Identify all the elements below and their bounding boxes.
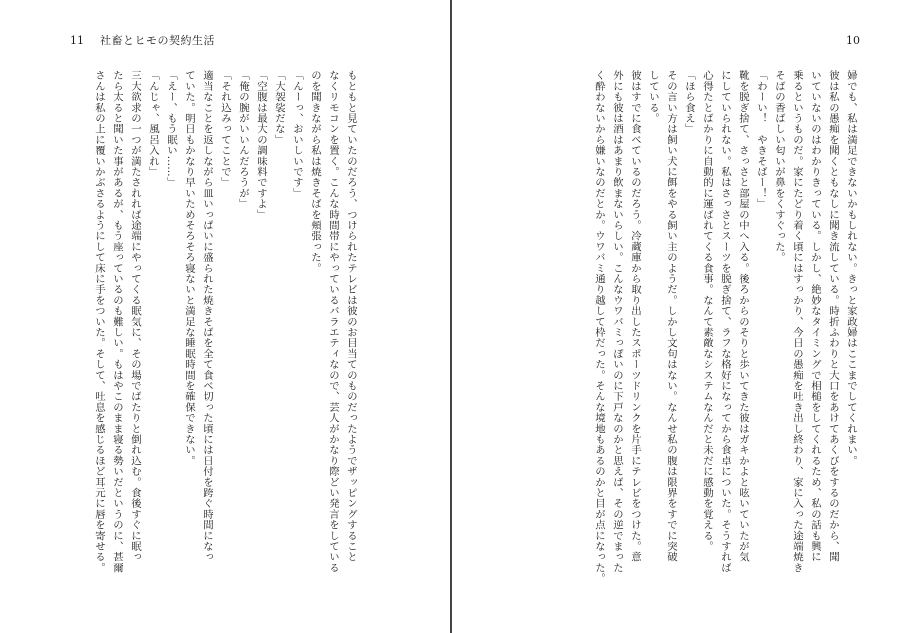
text-line: 「空腹は最大の調味料ですよ」	[255, 70, 267, 220]
text-line: のを聞きながら私は焼きそばを頬張った。	[309, 70, 321, 274]
text-line: している。	[647, 70, 659, 124]
text-line: 「それ込みってことで」	[219, 70, 231, 188]
text-line: 「ほら食え」	[683, 70, 695, 135]
text-line: もともと見ていたのだろう、つけられたテレビは彼のお目当てのものだったようでザッピングすること	[345, 70, 357, 563]
running-title: 社畜とヒモの契約生活	[100, 34, 215, 47]
page-number-right: 10	[846, 34, 860, 47]
text-line: く酔わないから嫌いなのだとか。ウワバミ通り越して枠だった。そんな境地もあるのかと目が点になった。	[593, 70, 605, 584]
text-line: 三大欲求の一つが満たされれば途端にやってくる眠気に、その場でばたりと倒れ込む。食後すぐに眠っ	[129, 70, 141, 563]
text-line: たら太ると聞いた事があるが、もう座っているのも難しい。もはやこのまま寝る勢いだというのに、甚爾	[111, 70, 123, 573]
text-line: さんは私の上に覆いかぶさるようにして床に手をついた。そして、吐息を感じるほど耳元に唇を寄せる。	[93, 70, 105, 573]
text-line: そばの香ばしい匂いが鼻をくすぐった。	[773, 70, 785, 263]
text-line: なくリモコンを置く。こんな時間帯にやっているバラエティなので、芸人がかなり際どい発言をしている	[327, 70, 339, 573]
text-line: 「んーっ、おいしいです」	[291, 70, 303, 199]
text-line: 靴を脱ぎ捨て、さっさと部屋の中へ入る。後ろからのそりと歩いてきた彼はガキかよと呟いていたが気	[737, 70, 749, 563]
text-line: 婦でも、私は満足できないかもしれない。きっと家政婦はここまでしてくれまい。	[845, 70, 857, 466]
right-page	[452, 0, 900, 633]
text-line: いていないのはわかりきっている。しかし、絶妙なタイミングで相槌をしてくれるため、私の話も興に	[809, 70, 821, 563]
text-line: その言い方は飼い犬に餌をやる飼い主のようだ。しかし文句はない。なんせ私の腹は限界をすでに突破	[665, 70, 677, 563]
text-line: 乗るというものだ。家にたどり着く頃にはすっかり、今日の愚痴を吐き出し終わり、家に入った途端焼き	[791, 70, 803, 573]
text-line: 「わーい！ やきそばー！」	[755, 70, 767, 210]
text-line: 「大袈裟だな」	[273, 70, 285, 145]
text-line: 外にも彼は酒はあまり飲まないらしい。こんなウワバミっぽいのに下戸なのかと思えば、その逆でまった	[611, 70, 623, 573]
text-line: にしていられない。私はさっさとスーツを脱ぎ捨て、ラフな格好になってから食卓についた。そうすれば	[719, 70, 731, 573]
text-line: 心得たとばかりに自動的に運ばれてくる食事。なんて素敵なシステムなんだと未だに感動を覚える。	[701, 70, 713, 552]
text-line: 適当なことを返しながら皿いっぱいに盛られた焼きそばを全て食べ切った頃には日付を跨ぐ時間になっ	[201, 70, 213, 563]
right-page-text	[544, 70, 860, 590]
text-line: 彼はすでに食べているのだろう。冷蔵庫から取り出したスポーツドリンクを片手にテレビをつけた。意	[629, 70, 641, 563]
text-line: 彼は私の愚痴を聞くともなしに聞き流している。時折ふわりと大口をあけてあくびをするのだから、聞	[827, 70, 839, 563]
page-number-left: 11	[70, 34, 84, 47]
text-line: ていた。明日もかなり早いためそろそろ寝ないと満足な睡眠時間を確保できない。	[183, 70, 195, 466]
text-line: 「んじゃ、風呂入れ」	[147, 70, 159, 177]
text-line: 「俺の腕がいいんだろうが」	[237, 70, 249, 210]
left-page-text	[60, 70, 360, 590]
text-line: 「えー、もう眠い……」	[165, 70, 177, 188]
